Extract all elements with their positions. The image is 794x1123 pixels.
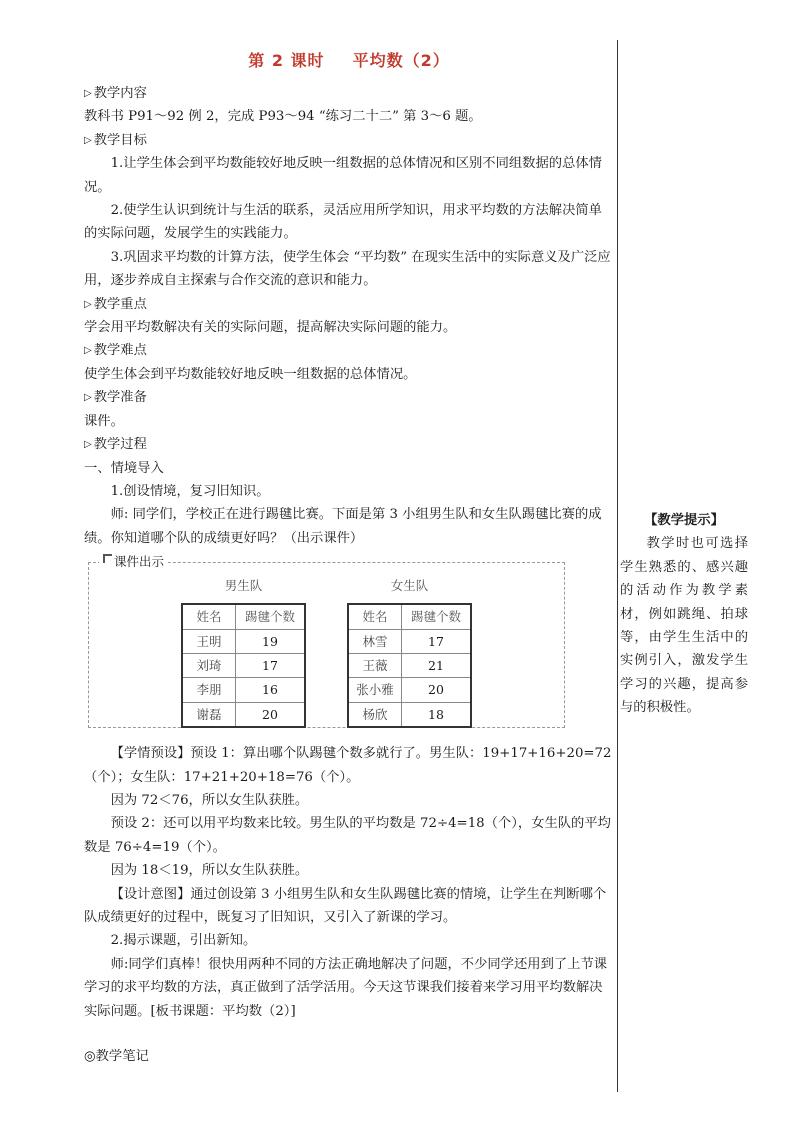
teaching-tip-title: 【教学提示】	[644, 513, 724, 528]
section-heading-process: ▷ 教学过程	[84, 433, 612, 456]
prep-text: 课件。	[84, 413, 124, 429]
teacher-line-1: 师: 同学们，学校正在进行踢毽比赛。下面是第 3 小组男生队和女生队踢毽比赛的成绩。你知道哪个队的成绩更好吗？（出示课件）	[84, 507, 602, 546]
preset-1: 【学情预设】预设 1：算出哪个队踢毽个数多就行了。男生队：19+17+16+20=72（个）；女生队：17+21+20+18=76（个）。	[84, 746, 612, 785]
girls-team-title: 女生队	[390, 578, 429, 594]
objective-2: 2.使学生认识到统计与生活的联系，灵活应用所学知识，用求平均数的方法解决简单的实际问题，发展学生的实践能力。	[84, 203, 602, 242]
triangle-marker-icon: ▷	[84, 134, 92, 146]
triangle-marker-icon: ▷	[84, 392, 92, 404]
column-header: 姓名	[182, 604, 236, 629]
objective-3: 3.巩固求平均数的计算方法，使学生体会 “平均数” 在现实生活中的实际意义及广泛应用，逐步养成自主探索与合作交流的意识和能力。	[84, 249, 611, 289]
preset-2: 预设 2：还可以用平均数来比较。男生队的平均数是 72÷4=18（个），女生队的平均数是 76÷4=19（个）。	[84, 816, 611, 855]
content-text: 教科书 P91～92 例 2，完成 P93～94 “练习二十二” 第 3～6 题。	[84, 109, 482, 125]
page-title	[0, 48, 698, 71]
conclusion-2: 因为 18＜19，所以女生队获胜。	[110, 863, 309, 879]
courseware-box	[88, 554, 565, 728]
corner-bracket-icon	[103, 554, 112, 563]
teaching-notes-label: ◎教学笔记	[84, 1049, 149, 1064]
girls-team-table	[347, 577, 472, 728]
column-header: 踢毽个数	[236, 604, 306, 629]
courseware-label: 课件出示	[99, 554, 168, 570]
section-heading-prep: ▷ 教学准备	[84, 386, 612, 409]
table-row: 王薇 21	[348, 653, 471, 677]
lesson-topic: 平均数（2）	[352, 51, 450, 70]
part-one-heading: 一、情境导入	[84, 460, 164, 476]
triangle-marker-icon: ▷	[84, 298, 92, 310]
key-text: 学会用平均数解决有关的实际问题，提高解决实际问题的能力。	[84, 320, 457, 336]
column-header: 踢毽个数	[402, 604, 472, 629]
table-row: 林雪 17	[348, 629, 471, 653]
triangle-marker-icon: ▷	[84, 88, 92, 99]
table-row: 李朋 16	[182, 678, 305, 702]
objective-1: 1.让学生体会到平均数能较好地反映一组数据的总体情况和区别不同组数据的总体情况。	[84, 156, 602, 195]
difficulty-text: 使学生体会到平均数能较好地反映一组数据的总体情况。	[84, 366, 417, 382]
teacher-line-2: 师:同学们真棒！很快用两种不同的方法正确地解决了问题，不少同学还用到了上节课学习的求平均数的方法，真正做到了活学活用。今天这节课我们接着来学习用平均数解决实际问题。[板书课题：平均数（2）]	[84, 956, 608, 1019]
conclusion-1: 因为 72＜76，所以女生队获胜。	[110, 792, 309, 808]
table-row: 谢磊 20	[182, 702, 305, 727]
column-header: 姓名	[348, 604, 402, 629]
triangle-marker-icon: ▷	[84, 439, 92, 451]
step-1: 1.创设情境，复习旧知识。	[110, 483, 270, 499]
table-row: 杨欣 18	[348, 702, 471, 727]
section-heading-difficulty: ▷ 教学难点	[84, 339, 612, 362]
section-heading-key: ▷ 教学重点	[84, 293, 612, 316]
boys-team-table	[181, 577, 306, 728]
design-intent: 【设计意图】通过创设第 3 小组男生队和女生队踢毽比赛的情境，让学生在判断哪个队成绩更好的过程中，既复习了旧知识，又引入了新课的学习。	[84, 886, 607, 925]
boys-team-title: 男生队	[224, 578, 263, 594]
step-2: 2.揭示课题，引出新知。	[110, 933, 257, 949]
margin-divider	[617, 40, 618, 1092]
table-row: 刘琦 17	[182, 653, 305, 677]
main-column	[84, 82, 612, 1023]
teaching-tip-sidebar	[620, 509, 748, 720]
triangle-marker-icon: ▷	[84, 345, 92, 357]
lesson-number: 第 2 课时	[248, 51, 325, 70]
table-row: 王明 19	[182, 629, 305, 653]
section-heading-objectives: ▷ 教学目标	[84, 129, 612, 152]
section-heading-content: ▷ 教学内容	[84, 82, 612, 105]
table-row: 张小雅 20	[348, 678, 471, 702]
teaching-tip-text: 教学时也可选择学生熟悉的、感兴趣的活动作为教学素材，例如跳绳、拍球等，由学生生活中的实例引入，激发学生学习的兴趣，提高参与的积极性。	[620, 536, 748, 716]
